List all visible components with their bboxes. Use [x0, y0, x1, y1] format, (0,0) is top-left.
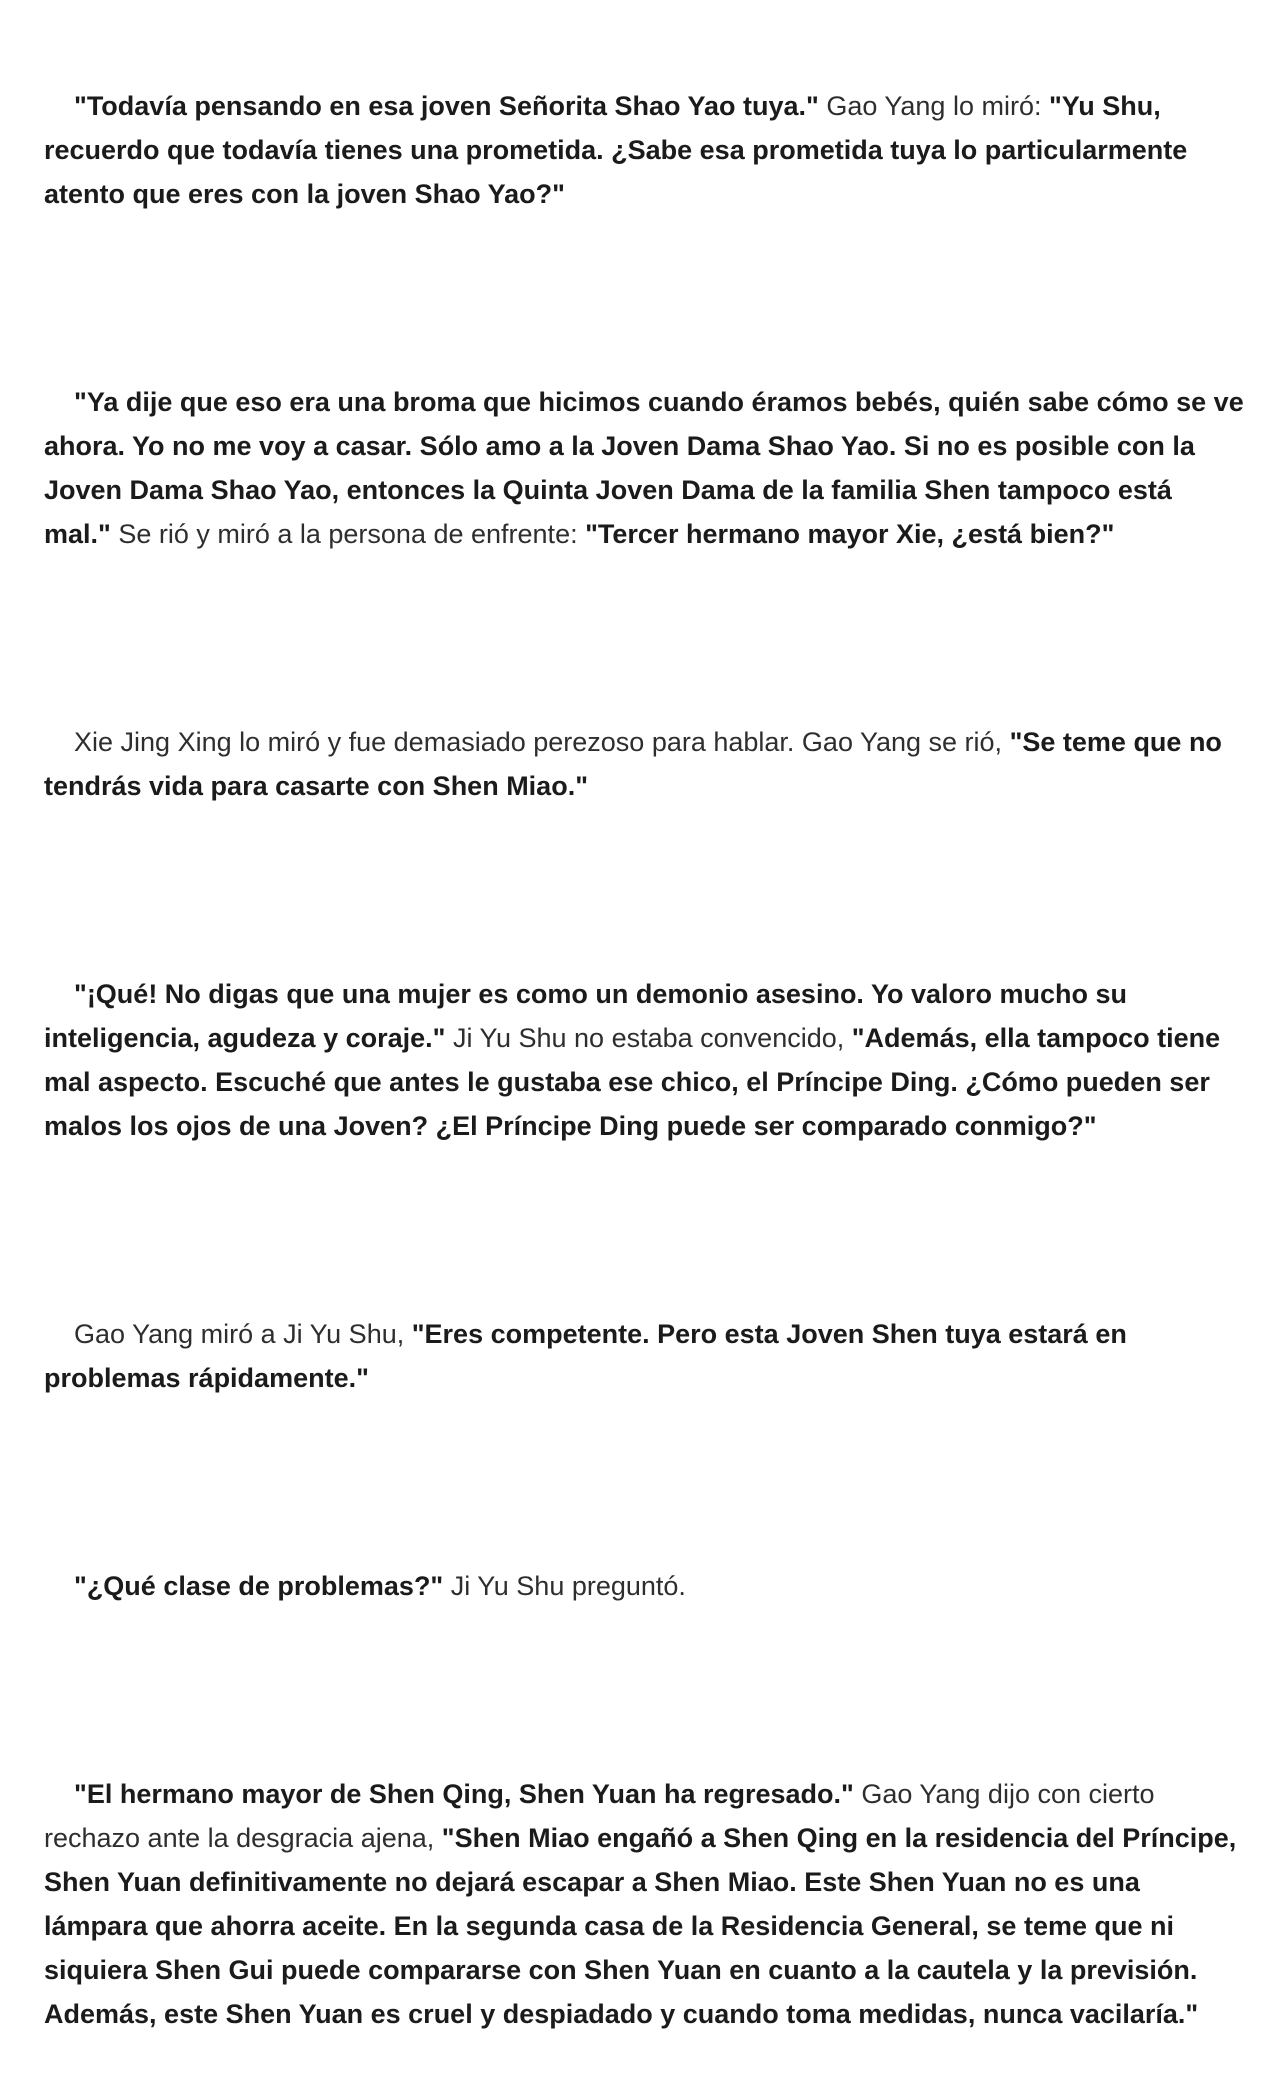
narration-text: Ji Yu Shu no estaba convencido,: [445, 1023, 852, 1053]
dialogue-text: "Eres competente. Pero esta Joven Shen tuya estará en problemas rápidamente.": [44, 1319, 1135, 1393]
narration-text: Se rió y miró a la persona de enfrente:: [110, 519, 586, 549]
narration-text: Gao Yang dijo con cierto rechazo ante la desgracia ajena,: [44, 1779, 1163, 1853]
paragraph-2: [44, 336, 1252, 600]
dialogue-text: "¡Qué! No digas que una mujer es como un demonio asesino. Yo valoro mucho su inteligencia, agudeza y coraje.": [44, 979, 1135, 1053]
dialogue-text: "Se teme que no tendrás vida para casarte con Shen Miao.": [44, 727, 1230, 801]
narration-text: Xie Jing Xing lo miró y fue demasiado perezoso para hablar. Gao Yang se rió,: [74, 727, 1010, 757]
dialogue-text: "Yu Shu, recuerdo que todavía tienes una prometida. ¿Sabe esa prometida tuya lo particularmente atento que eres con la joven Shao Yao?": [44, 91, 1195, 209]
paragraph-3: [44, 676, 1244, 852]
dialogue-text: "Además, ella tampoco tiene mal aspecto. Escuché que antes le gustaba ese chico, el Príncipe Ding. ¿Cómo pueden ser malos los ojos de una Joven? ¿El Príncipe Ding puede ser comparado conmigo?": [44, 1023, 1228, 1141]
paragraph-5: [44, 1268, 1244, 1444]
narration-text: Gao Yang lo miró:: [818, 91, 1049, 121]
paragraph-1: [44, 40, 1244, 260]
dialogue-text: "Tercer hermano mayor Xie, ¿está bien?": [585, 519, 1115, 549]
paragraph-7: [44, 1728, 1244, 2080]
narration-text: Gao Yang miró a Ji Yu Shu,: [74, 1319, 412, 1349]
paragraph-6: [44, 1520, 1244, 1652]
dialogue-text: "Todavía pensando en esa joven Señorita Shao Yao tuya.": [74, 91, 819, 121]
narration-text: Ji Yu Shu preguntó.: [443, 1571, 686, 1601]
dialogue-text: "Shen Miao engañó a Shen Qing en la residencia del Príncipe, Shen Yuan definitivamente no dejará escapar a Shen Miao. Este Shen Yuan no es una lámpara que ahorra aceite. En la segunda casa de la Residencia General, se teme que ni siquiera Shen Gui puede compararse con Shen Yuan en cuanto a la cautela y la previsión. Además, este Shen Yuan es cruel y despiadado y cuando toma medidas, nunca vacilaría.": [44, 1823, 1244, 2029]
dialogue-text: "¿Qué clase de problemas?": [74, 1571, 444, 1601]
document-page: [44, 40, 1252, 2080]
dialogue-text: "Ya dije que eso era una broma que hicimos cuando éramos bebés, quién sabe cómo se ve ahora. Yo no me voy a casar. Sólo amo a la Joven Dama Shao Yao. Si no es posible con la Joven Dama Shao Yao, entonces la Quinta Joven Dama de la familia Shen tampoco está mal.": [44, 387, 1252, 549]
paragraph-4: [44, 928, 1244, 1192]
dialogue-text: "El hermano mayor de Shen Qing, Shen Yuan ha regresado.": [74, 1779, 854, 1809]
